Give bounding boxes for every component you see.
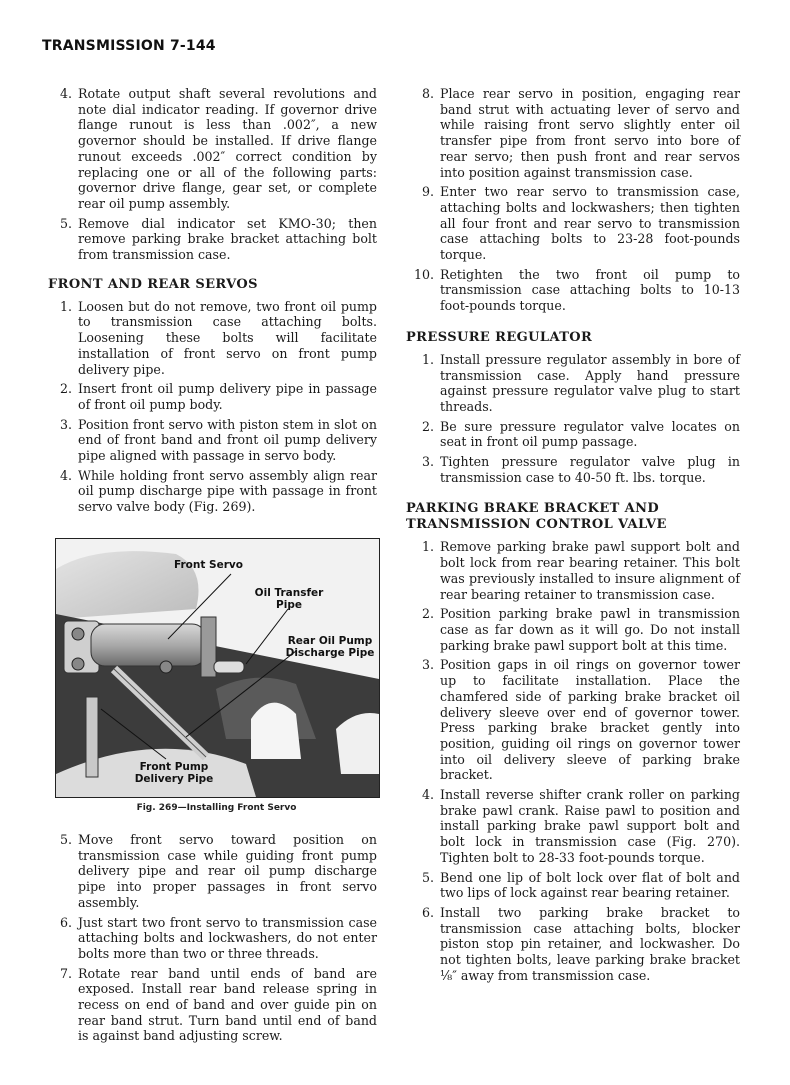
item-text: Position gaps in oil rings on governor tower up to facilitate installation. Place the chamfered side of parking brake bracket oil delivery sleeve over end of governor tower. Press parking brake bracket gently into position, guiding oil rings on governor tower into oil delivery sleeve of parking brake bracket. <box>440 657 740 783</box>
list-item <box>410 905 740 984</box>
item-text: Install reverse shifter crank roller on parking brake pawl crank. Raise pawl to position and install parking brake pawl support bolt and bolt lock in transmission case (Fig. 270). Tighten bolt to 28-33 foot-pounds torque. <box>440 787 740 865</box>
list-item <box>410 606 740 653</box>
list-item <box>410 184 740 263</box>
item-number: 5. <box>59 832 72 847</box>
servo-steps-list-cont <box>52 832 377 1044</box>
item-number: 3. <box>59 416 72 432</box>
item-number: 4. <box>59 86 72 101</box>
item-text: Tighten pressure regulator valve plug in transmission case to 40-50 ft. lbs. torque. <box>440 454 740 485</box>
list-item <box>410 352 740 415</box>
left-column <box>48 86 377 519</box>
section-heading-parking-brake-line2: TRANSMISSION CONTROL VALVE <box>406 517 667 533</box>
item-text: While holding front servo assembly align rear oil pump discharge pipe with passage in front servo valve body (Fig. 269). <box>78 467 377 515</box>
label-front-servo: Front Servo <box>174 559 243 571</box>
label-front-pump-delivery-pipe: Front Pump Delivery Pipe <box>134 761 214 785</box>
item-text: Position parking brake pawl in transmission case as far down as it will go. Do not install parking brake pawl support bolt at this time. <box>440 606 740 653</box>
section-heading-servos: FRONT AND REAR SERVOS <box>48 276 258 292</box>
item-number: 8. <box>421 86 434 101</box>
list-item <box>52 966 377 1045</box>
pressure-regulator-steps-list <box>410 352 740 486</box>
item-number: 5. <box>421 869 434 885</box>
list-item <box>410 419 740 450</box>
item-text: Place rear servo in position, engaging rear band strut with actuating lever of servo and while raising front servo slightly enter oil transfer pipe from front servo into bore of rear servo; then push front and rear servos into position against transmission case. <box>440 86 740 180</box>
label-rear-oil-pump-discharge-pipe: Rear Oil Pump Discharge Pipe <box>285 635 375 659</box>
list-item <box>52 915 377 962</box>
item-number: 7. <box>59 965 72 981</box>
item-number: 10. <box>413 266 434 282</box>
list-item <box>410 870 740 901</box>
item-number: 6. <box>59 914 72 930</box>
item-text: Loosen but do not remove, two front oil pump to transmission case attaching bolts. Loosening these bolts will facilitate installation of front servo on front pump delivery pipe. <box>78 298 377 377</box>
item-number: 6. <box>421 904 434 920</box>
item-number: 9. <box>421 184 434 200</box>
section-heading-pressure-regulator: PRESSURE REGULATOR <box>406 329 593 345</box>
item-number: 2. <box>421 418 434 434</box>
list-item <box>52 216 377 263</box>
figure-caption: Fig. 269—Installing Front Servo <box>136 803 297 813</box>
item-number: 4. <box>421 787 434 803</box>
item-text: Remove dial indicator set KMO-30; then remove parking brake bracket attaching bolt from transmission case. <box>78 215 377 263</box>
list-item <box>52 299 377 378</box>
item-number: 1. <box>421 351 434 367</box>
servo-steps-list-right <box>410 86 740 314</box>
right-column <box>406 86 740 987</box>
parking-brake-steps-list <box>410 539 740 983</box>
list-item <box>410 787 740 866</box>
item-number: 2. <box>421 606 434 622</box>
item-text: Bend one lip of bolt lock over flat of bolt and two lips of lock against rear bearing retainer. <box>440 869 740 901</box>
item-text: Insert front oil pump delivery pipe in passage of front oil pump body. <box>78 381 377 412</box>
list-item <box>410 454 740 485</box>
list-item <box>52 381 377 412</box>
item-number: 5. <box>59 215 72 231</box>
list-item <box>410 267 740 314</box>
list-item <box>52 832 377 911</box>
list-item <box>410 86 740 180</box>
item-text: Rotate rear band until ends of band are exposed. Install rear band release spring in recess on end of band and over guide pin on rear band strut. Turn band until end of band is against band adjusting screw. <box>78 965 377 1044</box>
item-text: Position front servo with piston stem in slot on end of front band and front oil pump delivery pipe aligned with passage in servo body. <box>78 416 377 464</box>
running-head: TRANSMISSION 7-144 <box>42 38 216 54</box>
list-item <box>52 468 377 515</box>
item-number: 1. <box>59 298 72 314</box>
item-text: Remove parking brake pawl support bolt and bolt lock from rear bearing retainer. This bolt was previously installed to insure alignment of rear bearing retainer to transmission case. <box>440 539 740 602</box>
item-text: Be sure pressure regulator valve locates on seat in front oil pump passage. <box>440 418 740 450</box>
item-text: Rotate output shaft several revolutions and note dial indicator reading. If governor drive flange runout is less than .002″, a new governor should be installed. If drive flange runout exceeds .002″ correct condition by replacing one or all of the following parts: governor drive flange, gear set, or complete rear oil pump assembly. <box>78 86 377 211</box>
item-number: 2. <box>59 381 72 397</box>
item-number: 1. <box>421 539 434 555</box>
item-number: 3. <box>421 657 434 673</box>
item-text: Just start two front servo to transmission case attaching bolts and lockwashers, do not enter bolts more than two or three threads. <box>78 914 377 961</box>
servo-steps-list <box>52 299 377 515</box>
item-number: 3. <box>421 454 434 470</box>
item-text: Install two parking brake bracket to transmission case attaching bolts, blocker piston stop pin retainer, and lockwasher. Do not tighten bolts, leave parking brake bracket ⅛″ away from transmission case. <box>440 904 740 983</box>
item-text: Move front servo toward position on transmission case while guiding front pump delivery pipe and rear oil pump discharge pipe into proper passages in front servo assembly. <box>78 832 377 910</box>
removal-steps-list <box>52 86 377 263</box>
section-heading-parking-brake-line1: PARKING BRAKE BRACKET AND <box>406 501 660 517</box>
list-item <box>52 417 377 464</box>
item-text: Retighten the two front oil pump to transmission case attaching bolts to 10-13 foot-pounds torque. <box>440 266 740 314</box>
list-item <box>410 539 740 602</box>
label-oil-transfer-pipe: Oil Transfer Pipe <box>254 587 324 611</box>
item-number: 4. <box>59 467 72 483</box>
list-item <box>410 657 740 783</box>
item-text: Enter two rear servo to transmission case, attaching bolts and lockwashers; then tighten all four front and rear servo to transmission case attaching bolts to 23-28 foot-pounds torque. <box>440 184 740 263</box>
left-column-bottom <box>52 832 377 1048</box>
list-item <box>52 86 377 212</box>
servo-photo-illustration <box>56 539 379 797</box>
item-text: Install pressure regulator assembly in bore of transmission case. Apply hand pressure against pressure regulator valve plug to start threads. <box>440 351 740 414</box>
figure-269-photo <box>55 538 380 798</box>
